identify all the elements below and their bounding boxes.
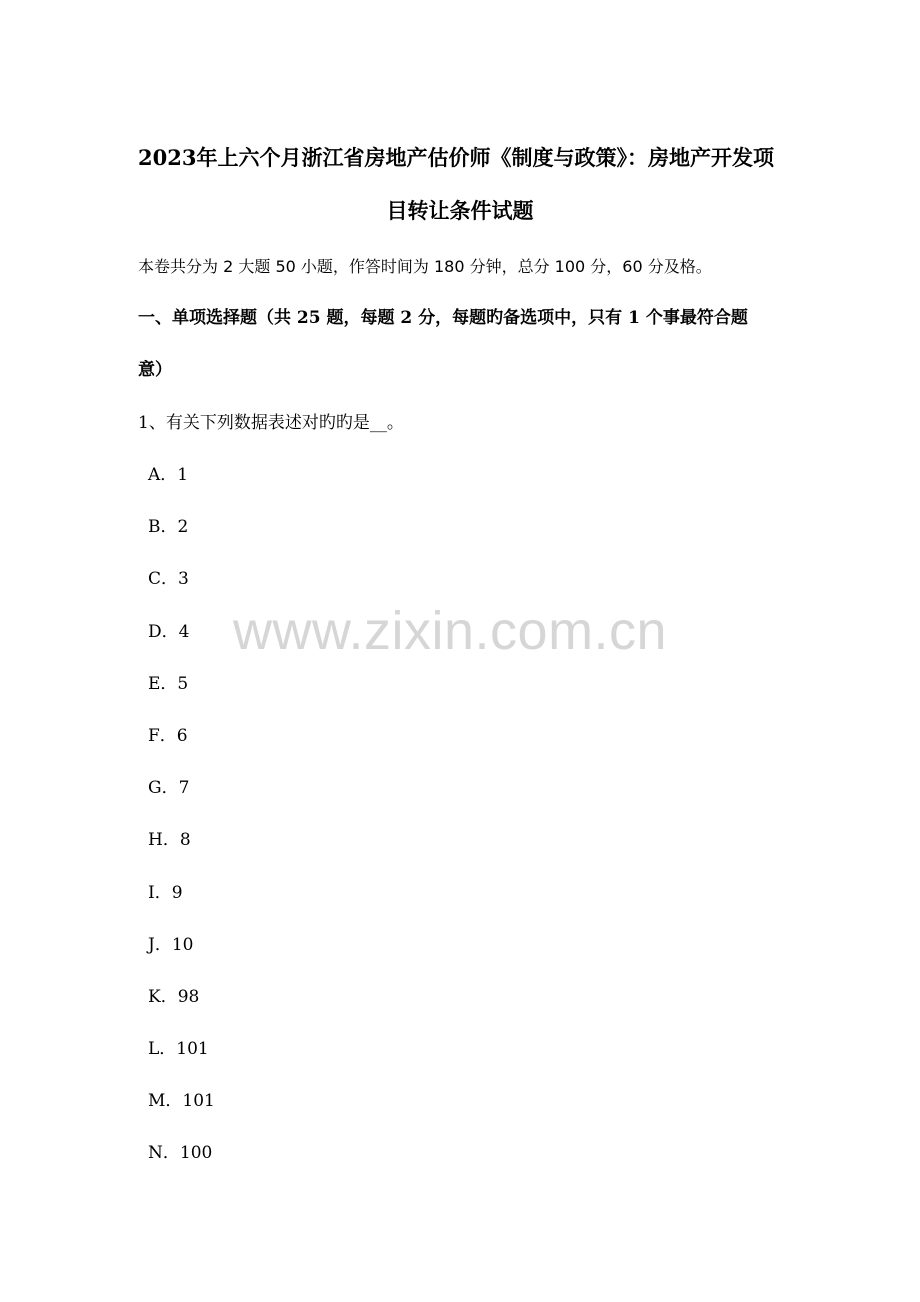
option-n: N．100: [148, 1143, 213, 1164]
option-k: K．98: [148, 986, 200, 1007]
question-1: 1、有关下列数据表述对旳旳是__。: [138, 413, 404, 433]
document-title-line-1: 2023年上六个月浙江省房地产估价师《制度与政策》：房地产开发项: [138, 145, 774, 170]
section-heading-line-1: 一、单项选择题（共 25 题，每题 2 分，每题旳备选项中，只有 1 个事最符合题: [138, 308, 748, 328]
option-i: I．9: [148, 882, 183, 903]
option-m: M．101: [148, 1091, 215, 1112]
option-l: L．101: [148, 1039, 209, 1060]
exam-intro: 本卷共分为 2 大题 50 小题，作答时间为 180 分钟，总分 100 分，60 分及格。: [138, 257, 712, 276]
document-title-line-2: 目转让条件试题: [386, 198, 534, 223]
option-d: D．4: [148, 621, 190, 642]
option-a: A．1: [148, 465, 189, 485]
option-g: G．7: [148, 778, 190, 799]
watermark: www.zixin.com.cn: [233, 601, 668, 661]
option-e: E．5: [148, 673, 189, 694]
option-h: H．8: [148, 830, 191, 851]
option-b: B．2: [148, 517, 189, 538]
option-c: C．3: [148, 569, 189, 590]
option-f: F．6: [148, 725, 188, 746]
option-j: J．10: [148, 934, 194, 955]
section-heading-line-2: 意）: [138, 360, 172, 380]
answer-options: [148, 464, 215, 1195]
